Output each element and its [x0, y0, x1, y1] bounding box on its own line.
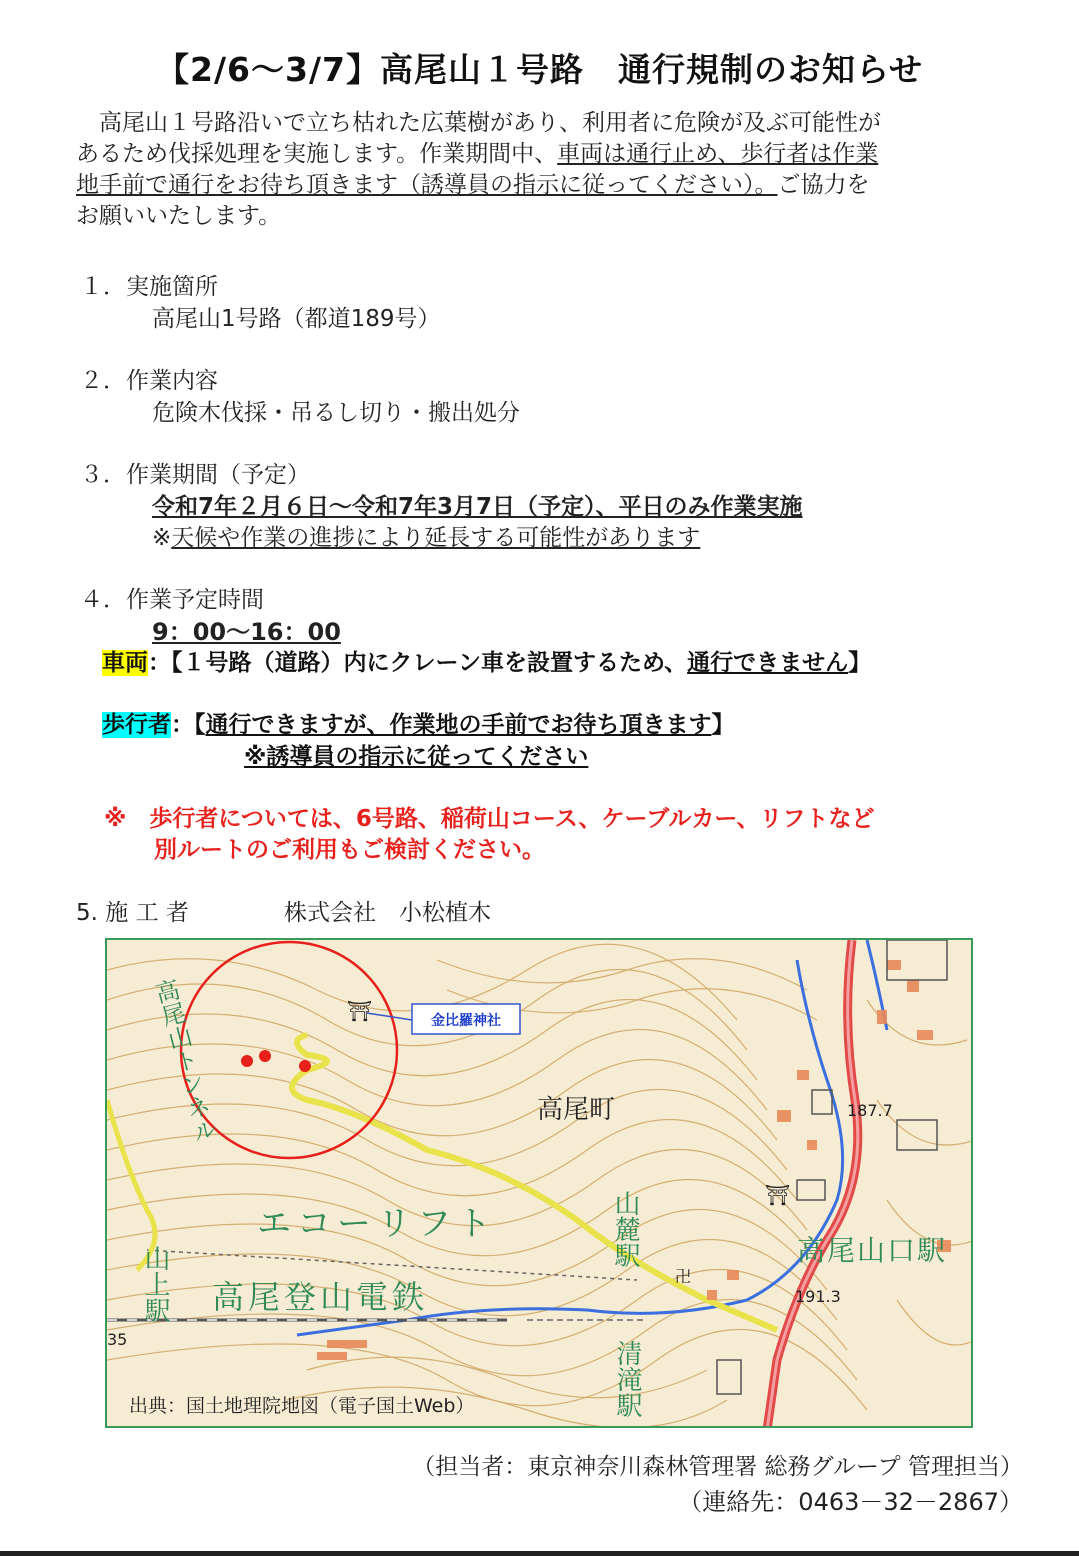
red-note-line-1: ※ 歩行者については、6号路、稲荷山コース、ケーブルカー、リフトなど	[104, 806, 875, 832]
section-5-heading: 5. 施 工 者	[76, 900, 189, 926]
work-point-2	[259, 1050, 271, 1062]
intro-line-2: あるため伐採処理を実施します。作業期間中、車両は通行止め、歩行者は作業	[76, 141, 879, 167]
section-4-time: 9：00～16：00	[152, 618, 341, 646]
pedestrians-label: 歩行者	[102, 712, 171, 738]
vehicles-label: 車両	[102, 650, 148, 676]
shrine-pointer	[367, 1013, 412, 1020]
lift-line	[147, 1250, 637, 1280]
contour-lines	[107, 944, 973, 1428]
partial-label: 35	[107, 1330, 128, 1349]
vehicles-row: 車両：【１号路（道路）内にクレーン車を設置するため、通行できません】	[102, 650, 872, 676]
railway-label: 高尾登山電鉄	[212, 1278, 429, 1316]
sanroku-label: 山麓駅	[610, 1190, 640, 1268]
section-3-period: 令和7年２月６日～令和7年3月7日（予定）、平日のみ作業実施	[152, 494, 803, 520]
elevation-label-2: 191.3	[795, 1287, 841, 1306]
intro-underlined-2: 地手前で通行をお待ち頂きます（誘導員の指示に従ってください）。	[76, 172, 778, 198]
section-5-body: 株式会社 小松植木	[284, 900, 491, 926]
section-3-note: ※天候や作業の進捗により延長する可能性があります	[152, 525, 701, 551]
takaosanguchi-label: 高尾山口駅	[797, 1234, 948, 1267]
temple-symbol: 卍	[675, 1267, 692, 1286]
pedestrians-wait: 通行できますが、作業地の手前でお待ち頂きます	[205, 712, 712, 738]
page-title: 【2/6～3/7】高尾山１号路 通行規制のお知らせ	[156, 50, 923, 89]
section-4-heading: ４．作業予定時間	[80, 587, 264, 613]
section-2-body: 危険木伐採・吊るし切り・搬出処分	[152, 400, 520, 426]
intro-line-4: お願いいたします。	[76, 203, 282, 229]
elevation-label-1: 187.7	[847, 1101, 893, 1120]
section-1-body: 高尾山1号路（都道189号）	[152, 306, 441, 332]
pedestrians-row: 歩行者：【通行できますが、作業地の手前でお待ち頂きます】	[102, 712, 735, 738]
town-label: 高尾町	[537, 1095, 616, 1125]
sanjo-label: 山上駅	[140, 1245, 170, 1323]
vehicles-no-pass: 通行できません	[687, 650, 849, 676]
section-1-heading: １．実施箇所	[80, 274, 218, 300]
intro-paragraph	[76, 108, 1006, 232]
red-note-line-2: 別ルートのご利用もご検討ください。	[154, 837, 545, 863]
shrine-symbol: ⛩	[347, 999, 373, 1023]
map-graphic	[107, 940, 973, 1428]
tunnel-label: 高尾山トンネル	[148, 976, 220, 1146]
map-source: 出典：国土地理院地図（電子国土Web）	[129, 1395, 475, 1417]
town-blocks	[717, 940, 947, 1394]
section-3-heading: ３．作業期間（予定）	[80, 462, 310, 488]
pedestrians-note: ※誘導員の指示に従ってください	[244, 744, 589, 770]
bottom-rule	[0, 1551, 1079, 1556]
intro-underlined-1: 車両は通行止め、歩行者は作業	[557, 141, 879, 167]
kiyotaki-label: 清滝駅	[612, 1340, 642, 1418]
shrine-label: 金比羅神社	[431, 1013, 501, 1029]
eco-lift-label: エコーリフト	[257, 1204, 497, 1244]
intro-line-3: 地手前で通行をお待ち頂きます（誘導員の指示に従ってください）。ご協力を	[76, 172, 870, 198]
contact-person: （担当者：東京神奈川森林管理署 総務グループ 管理担当）	[412, 1454, 1023, 1480]
work-point-1	[241, 1055, 253, 1067]
contact-phone: （連絡先：0463－32－2867）	[678, 1488, 1023, 1516]
location-map	[105, 938, 973, 1428]
shrine-symbol-2: ⛩	[765, 1183, 791, 1207]
intro-line-1: 高尾山１号路沿いで立ち枯れた広葉樹があり、利用者に危険が及ぶ可能性が	[99, 110, 881, 136]
section-2-heading: ２．作業内容	[80, 368, 218, 394]
work-point-3	[299, 1060, 311, 1072]
